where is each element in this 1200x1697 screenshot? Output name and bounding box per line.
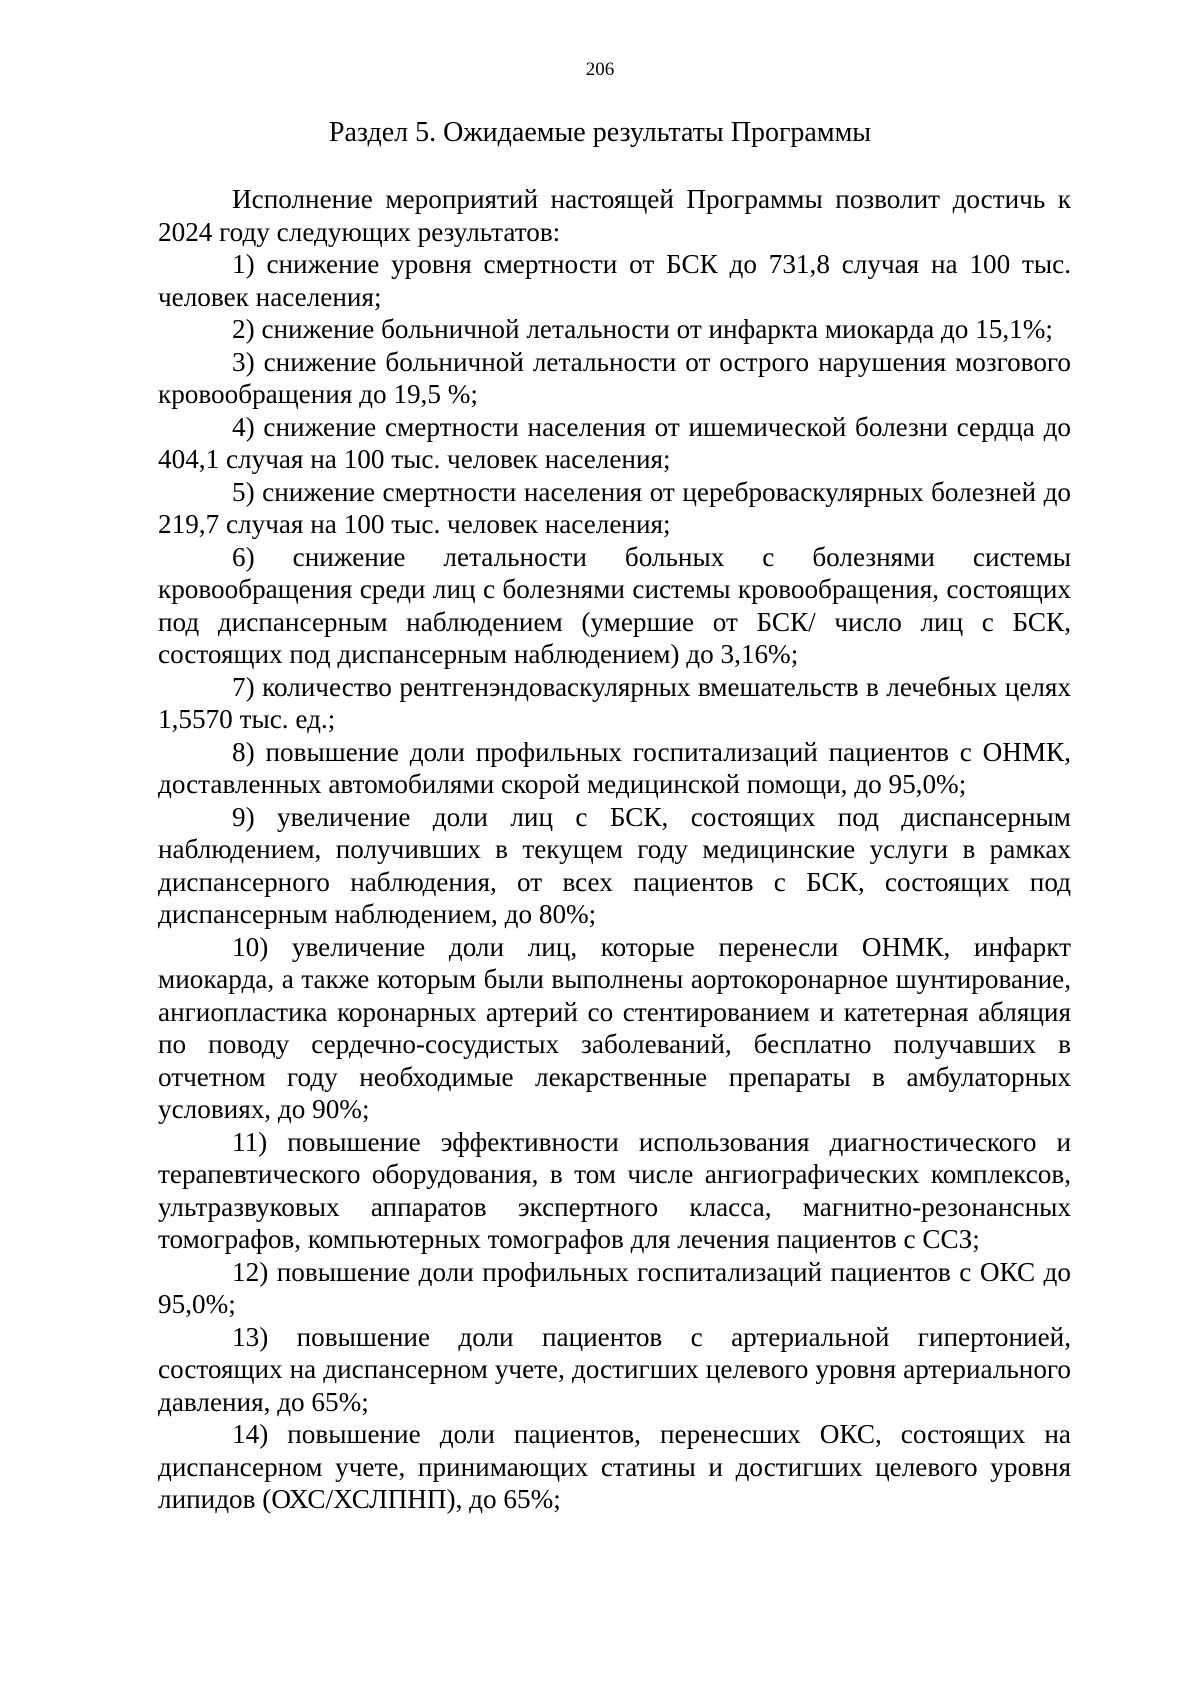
page-number: 206 [585, 59, 615, 80]
result-item-10: 10) увеличение доли лиц, которые перенесли ОНМК, инфаркт миокарда, а также которым были выполнены аортокоронарное шунтирование, ангиопластика коронарных артерий со стентированием и катетерная абляция по поводу сердечно-сосудистых заболеваний, бесплатно получавших в отчетном году необходимые лекарственные препараты в амбулаторных условиях, до 90%; [158, 931, 1071, 1124]
result-item-9: 9) увеличение доли лиц с БСК, состоящих под диспансерным наблюдением, получивших в текущем году медицинские услуги в рамках диспансерного наблюдения, от всех пациентов с БСК, состоящих под диспансерным наблюдением, до 80%; [158, 801, 1071, 929]
result-item-11: 11) повышение эффективности использования диагностического и терапевтического оборудования, в том числе ангиографических комплексов, ультразвуковых аппаратов экспертного класса, магнитно-резонансных томографов, компьютерных томографов для лечения пациентов с ССЗ; [158, 1126, 1071, 1254]
section-title: Раздел 5. Ожидаемые результаты Программы [328, 117, 872, 148]
result-item-12: 12) повышение доли профильных госпитализаций пациентов с ОКС до 95,0%; [158, 1256, 1071, 1319]
result-item-7: 7) количество рентгенэндоваскулярных вмешательств в лечебных целях 1,5570 тыс. ед.; [158, 671, 1071, 734]
result-item-2: 2) снижение больничной летальности от инфаркта миокарда до 15,1%; [232, 314, 1053, 344]
intro-paragraph: Исполнение мероприятий настоящей Программы позволит достичь к 2024 году следующих результатов: [158, 184, 1071, 247]
result-item-5: 5) снижение смертности населения от цереброваскулярных болезней до 219,7 случая на 100 тыс. человек населения; [158, 476, 1071, 539]
result-item-4: 4) снижение смертности населения от ишемической болезни сердца до 404,1 случая на 100 тыс. человек населения; [158, 411, 1071, 474]
result-item-8: 8) повышение доли профильных госпитализаций пациентов с ОНМК, доставленных автомобилями скорой медицинской помощи, до 95,0%; [158, 736, 1071, 799]
result-item-14: 14) повышение доли пациентов, перенесших ОКС, состоящих на диспансерном учете, принимающих статины и достигших целевого уровня липидов (ОХС/ХСЛПНП), до 65%; [158, 1419, 1071, 1514]
result-item-13: 13) повышение доли пациентов с артериальной гипертонией, состоящих на диспансерном учете, достигших целевого уровня артериального давления, до 65%; [158, 1321, 1071, 1417]
result-item-6: 6) снижение летальности больных с болезнями системы кровообращения среди лиц с болезнями системы кровообращения, состоящих под диспансерным наблюдением (умершие от БСК/ число лиц с БСК, состоящих под диспансерным наблюдением) до 3,16%; [158, 541, 1071, 669]
result-item-1: 1) снижение уровня смертности от БСК до 731,8 случая на 100 тыс. человек населения; [158, 249, 1071, 312]
document-body [158, 183, 1071, 1516]
result-item-3: 3) снижение больничной летальности от острого нарушения мозгового кровообращения до 19,5 %; [158, 346, 1071, 409]
